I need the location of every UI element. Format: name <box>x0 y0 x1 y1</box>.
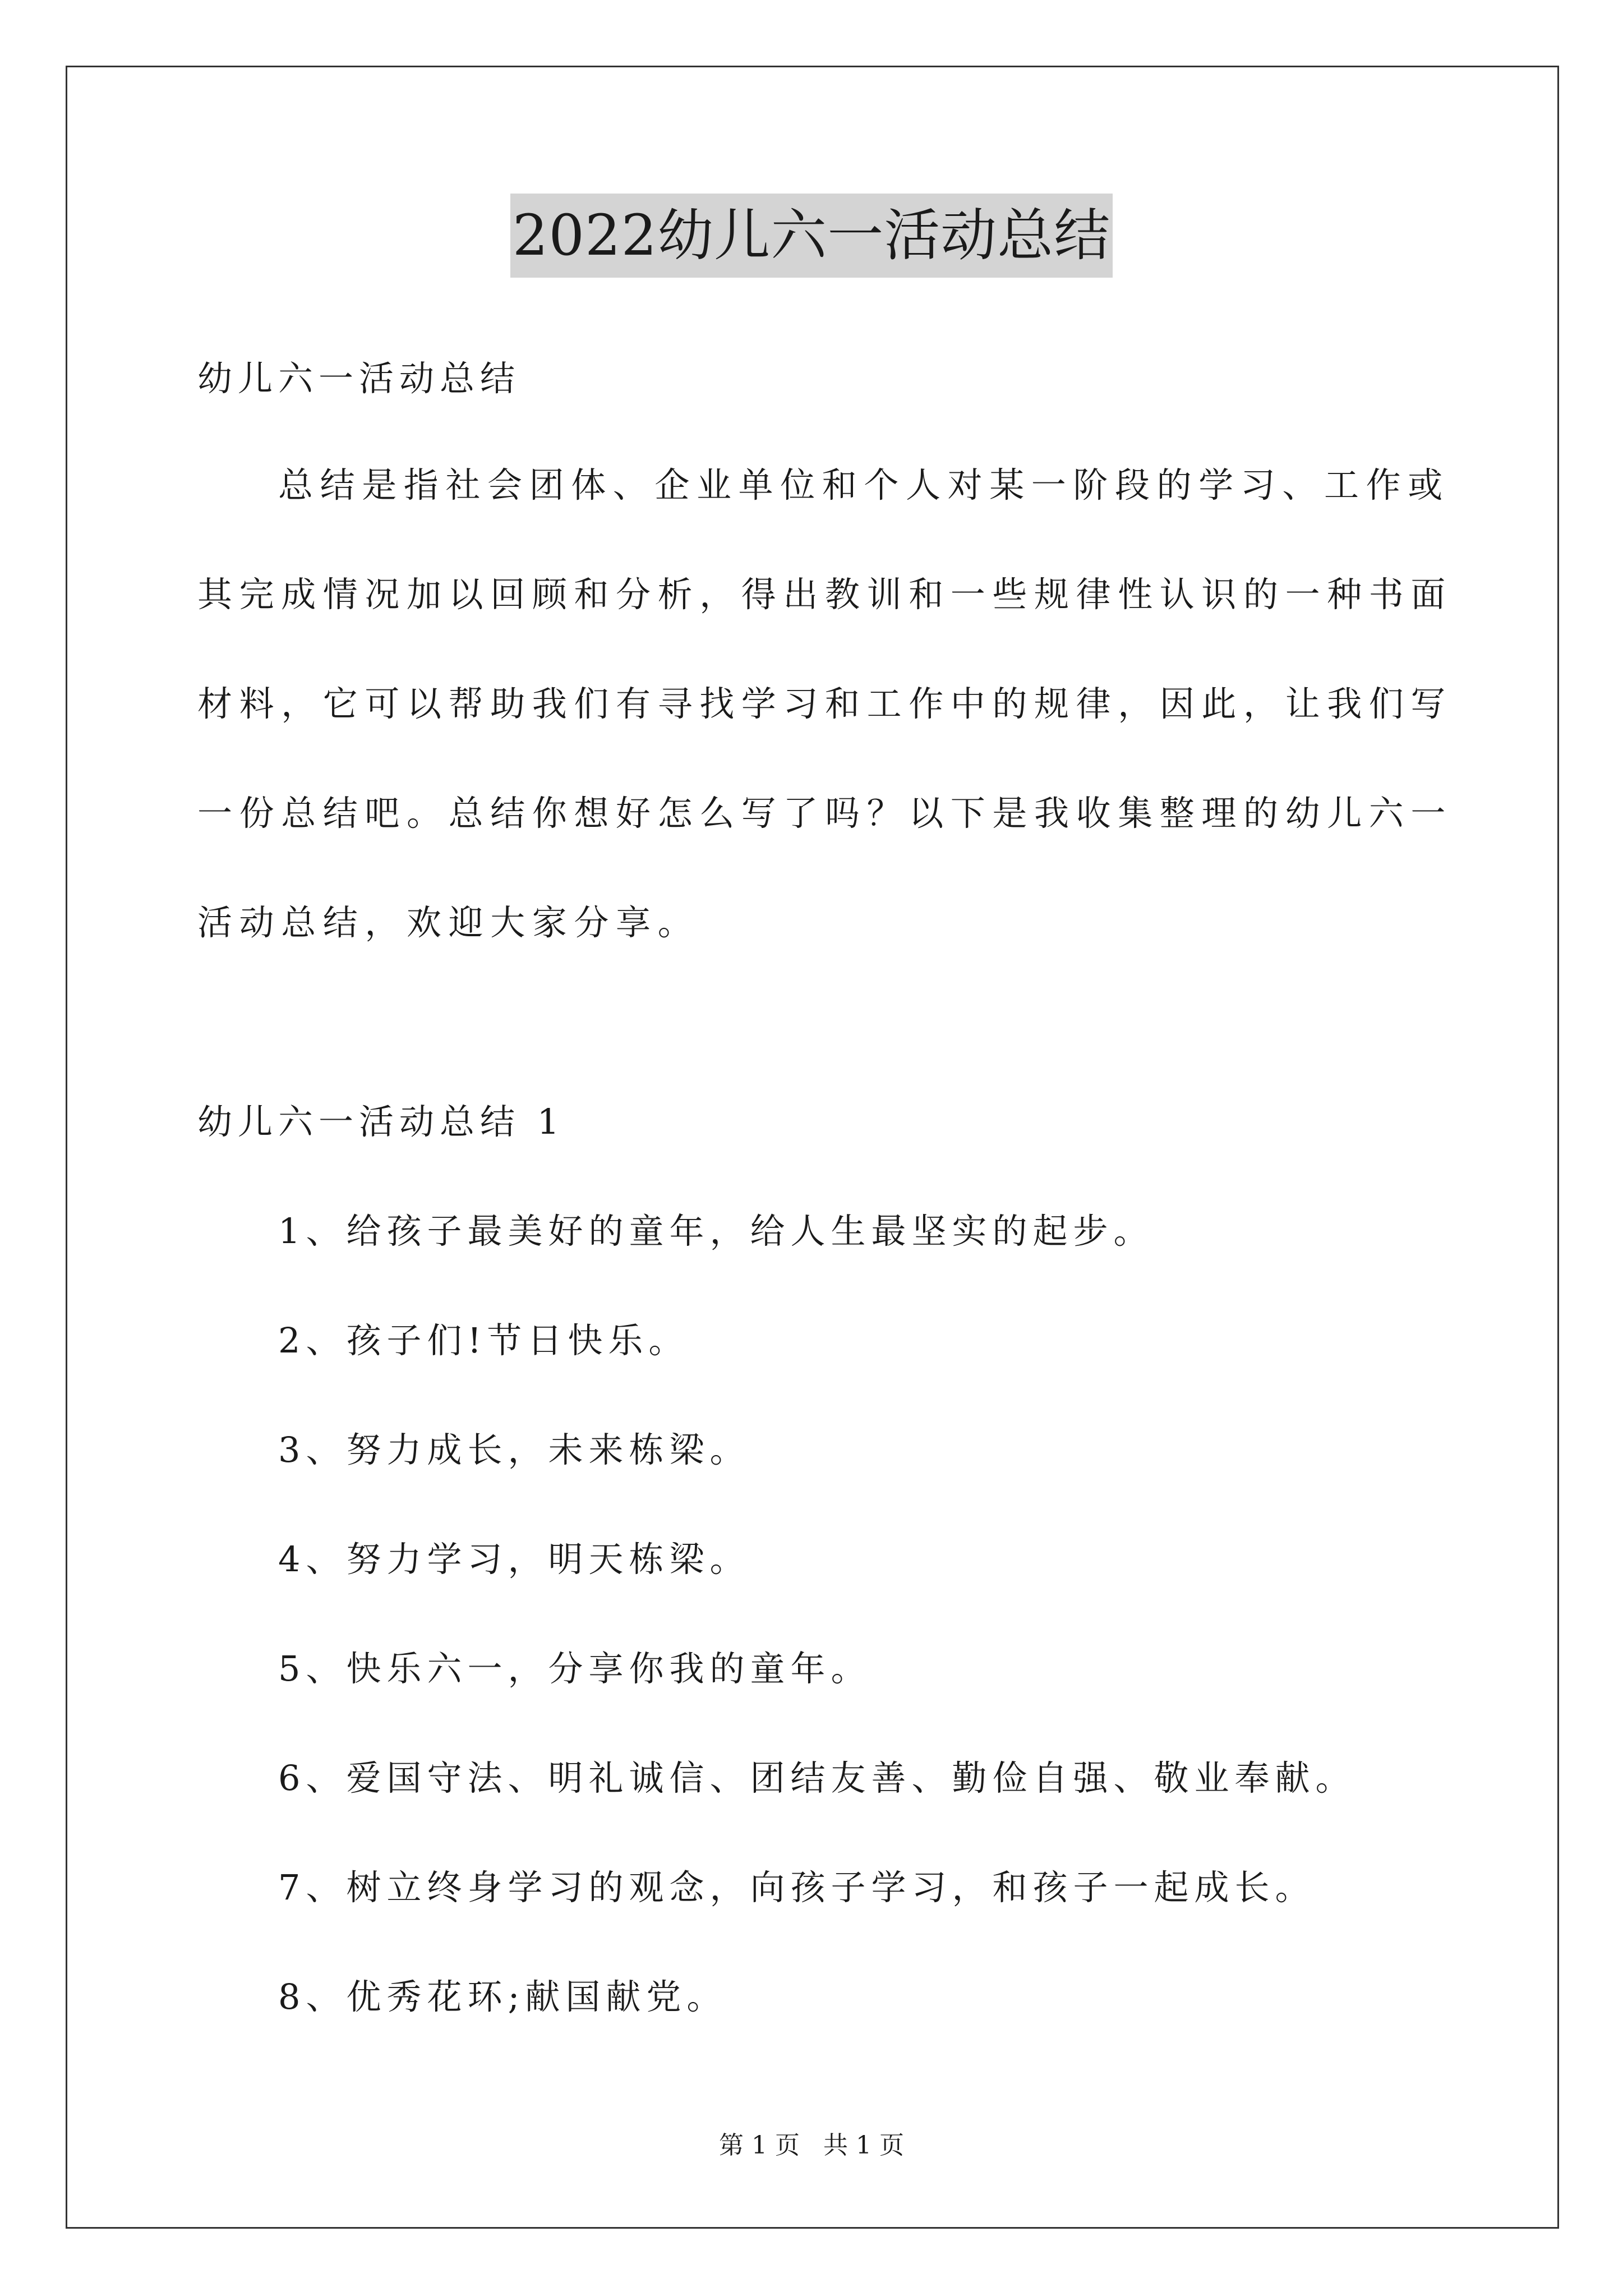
list-item-2: 2、孩子们!节日快乐。 <box>278 1320 689 1361</box>
list-item-6: 6、爱国守法、明礼诚信、团结友善、勤俭自强、敬业奉献。 <box>278 1757 1356 1798</box>
list-item-5: 5、快乐六一，分享你我的童年。 <box>278 1648 872 1689</box>
intro-line-1: 总结是指社会团体、企业单位和个人对某一阶段的学习、工作或 <box>278 464 1450 505</box>
intro-line-3: 材料，它可以帮助我们有寻找学习和工作中的规律，因此，让我们写 <box>197 683 1453 724</box>
document-subtitle: 幼儿六一活动总结 <box>197 358 521 399</box>
document-title: 2022幼儿六一活动总结 <box>510 194 1113 278</box>
intro-line-4: 一份总结吧。总结你想好怎么写了吗？以下是我收集整理的幼儿六一 <box>197 793 1453 834</box>
list-item-3: 3、努力成长，未来栋梁。 <box>278 1429 750 1470</box>
intro-line-2: 其完成情况加以回顾和分析，得出教训和一些规律性认识的一种书面 <box>197 574 1453 615</box>
intro-line-5: 活动总结，欢迎大家分享。 <box>197 902 700 943</box>
list-item-7: 7、树立终身学习的观念，向孩子学习，和孩子一起成长。 <box>278 1867 1316 1908</box>
title-container <box>0 194 1623 278</box>
page-number-footer: 第 1 页 共 1 页 <box>719 2131 904 2160</box>
section-heading: 幼儿六一活动总结 1 <box>197 1101 565 1142</box>
list-item-1: 1、给孩子最美好的童年，给人生最坚实的起步。 <box>278 1211 1154 1251</box>
list-item-8: 8、优秀花环;献国献党。 <box>278 1976 727 2017</box>
list-item-4: 4、努力学习，明天栋梁。 <box>278 1539 750 1580</box>
